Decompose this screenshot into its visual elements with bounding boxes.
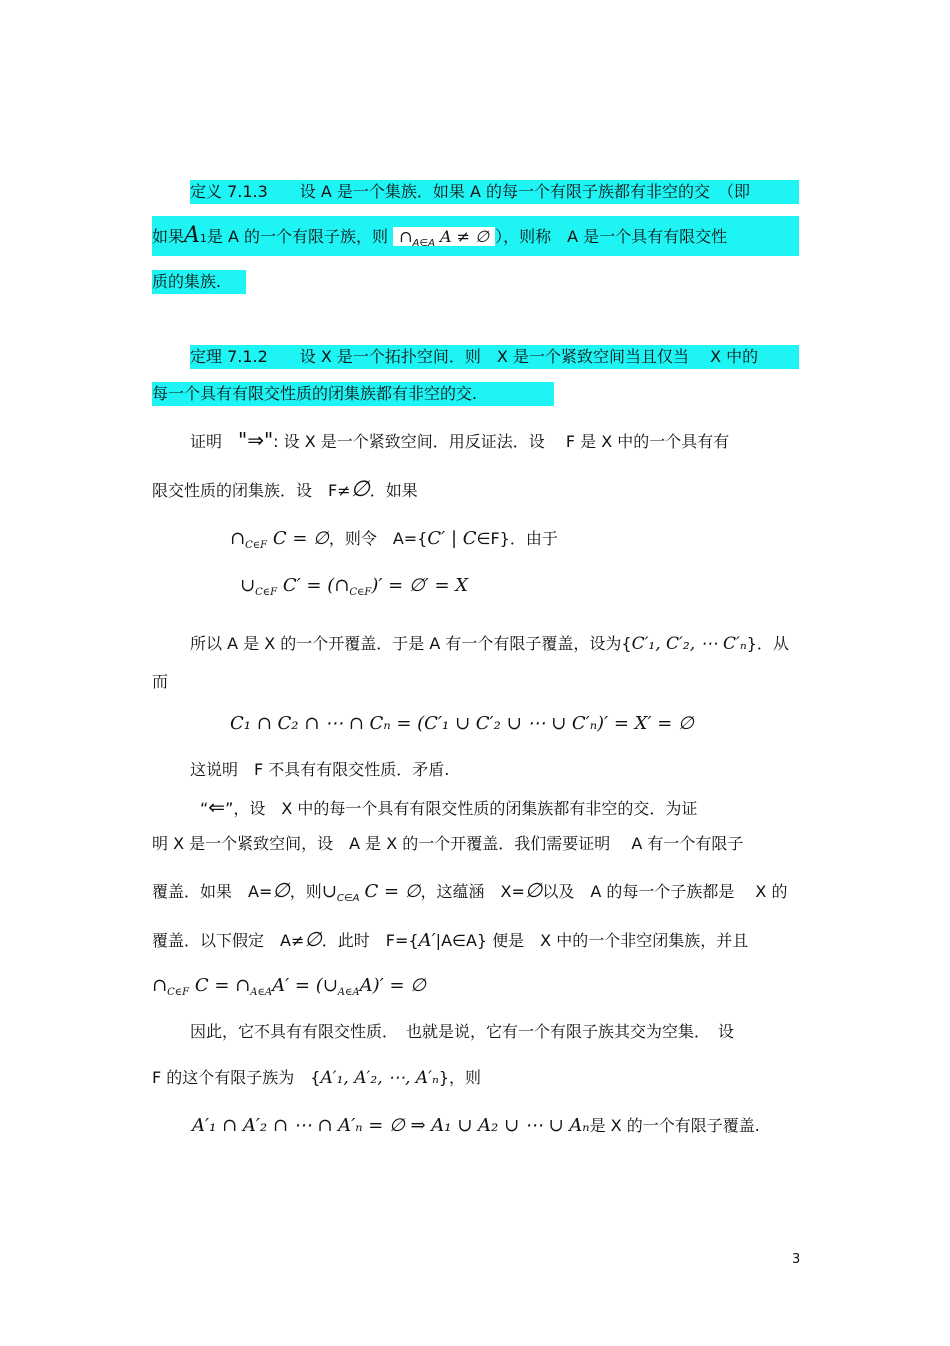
definition-line-2: 如果A1是 A 的一个有限子族，则 $\cap_{A\in A}$ A ≠ ∅ ），则称 A 是一个具有有限交性 <box>152 216 799 256</box>
proof-line-2: 限交性质的闭集族．设 F≠∅．如果 <box>152 477 418 502</box>
finite-subfamily-set: A′₁, A′₂, ⋯, A′ₙ <box>320 1068 439 1088</box>
theorem-line-2: 每一个具有有限交性质的闭集族都有非空的交. <box>152 382 554 406</box>
definition-line-1 <box>190 180 799 204</box>
equation-4: $\cap_{C\in F}$ $C = \cap_{A\in A}A'$ = $(\cup_{A\in A}A)'$ = ∅ <box>152 975 426 998</box>
equation-1: $\cap_{C\in F}$ C = ∅，则令 A={C′ | C∈F}．由于 <box>230 528 558 551</box>
proof-line-8: 覆盖．如果 A=∅，则$\cup_{C\in A}$ C = ∅，这蕴涵 X=∅以及 A 的每一个子族都是 X 的 <box>152 878 788 904</box>
intersection-expression: $\cap_{A\in A}$ A ≠ ∅ <box>393 227 495 246</box>
proof-line-7: 明 X 是一个紧致空间，设 A 是 X 的一个开覆盖．我们需要证明 A 有一个有限子 <box>152 834 744 853</box>
proof-line-9: 覆盖．以下假定 A≠∅．此时 F={A′|A∈A} 便是 X 中的一个非空闭集族，并且 <box>152 927 749 951</box>
definition-text: 定义 7.1.3 设 A 是一个集族．如果 A 的每一个有限子族都有非空的交 （即 <box>190 182 751 201</box>
implies-arrow-icon: "⇒" <box>238 428 274 452</box>
proof-line-6: “⇐”，设 X 中的每一个具有有限交性质的闭集族都有非空的交．为证 <box>200 795 698 819</box>
theorem-line-1 <box>190 345 799 369</box>
empty-set-symbol: ∅ <box>350 477 370 502</box>
math-symbol-A1: A <box>184 223 200 248</box>
proof-line-4: 而 <box>152 672 169 691</box>
equation-3: C₁ ∩ C₂ ∩ ⋯ ∩ Cₙ = (C′₁ ∪ C′₂ ∪ ⋯ ∪ C′ₙ)′ = X′ = ∅ <box>230 713 694 734</box>
definition-line-3: 质的集族. <box>152 270 246 294</box>
proof-line-1: 证明 "⇒": 设 X 是一个紧致空间．用反证法．设 F 是 X 中的一个具有有 <box>190 428 730 452</box>
equation-2: $\cup_{C\in F}$ $C' = (\cap_{C\in F})'$ = ∅′ = X <box>240 575 469 598</box>
equation-5: A′₁ ∩ A′₂ ∩ ⋯ ∩ A′ₙ = ∅ ⇒ A₁ ∪ A₂ ∪ ⋯ ∪ Aₙ是 X 的一个有限子覆盖. <box>192 1115 760 1136</box>
proof-line-5: 这说明 F 不具有有限交性质．矛盾. <box>190 760 450 779</box>
proof-line-11: F 的这个有限子族为 {A′₁, A′₂, ⋯, A′ₙ}，则 <box>152 1068 482 1088</box>
proof-line-3: 所以 A 是 X 的一个开覆盖．于是 A 有一个有限子覆盖，设为{C′₁, C′₂, ⋯ C′ₙ}．从 <box>190 634 789 654</box>
implied-by-arrow-icon: ⇐ <box>208 795 226 819</box>
proof-line-10: 因此，它不具有有限交性质． 也就是说，它有一个有限子族其交为空集． 设 <box>190 1022 735 1041</box>
page-number: 3 <box>792 1252 801 1267</box>
theorem-text: 定理 7.1.2 设 X 是一个拓扑空间．则 X 是一个紧致空间当且仅当 X 中的 <box>190 347 759 366</box>
cover-set: C′₁, C′₂, ⋯ C′ₙ <box>631 634 747 654</box>
